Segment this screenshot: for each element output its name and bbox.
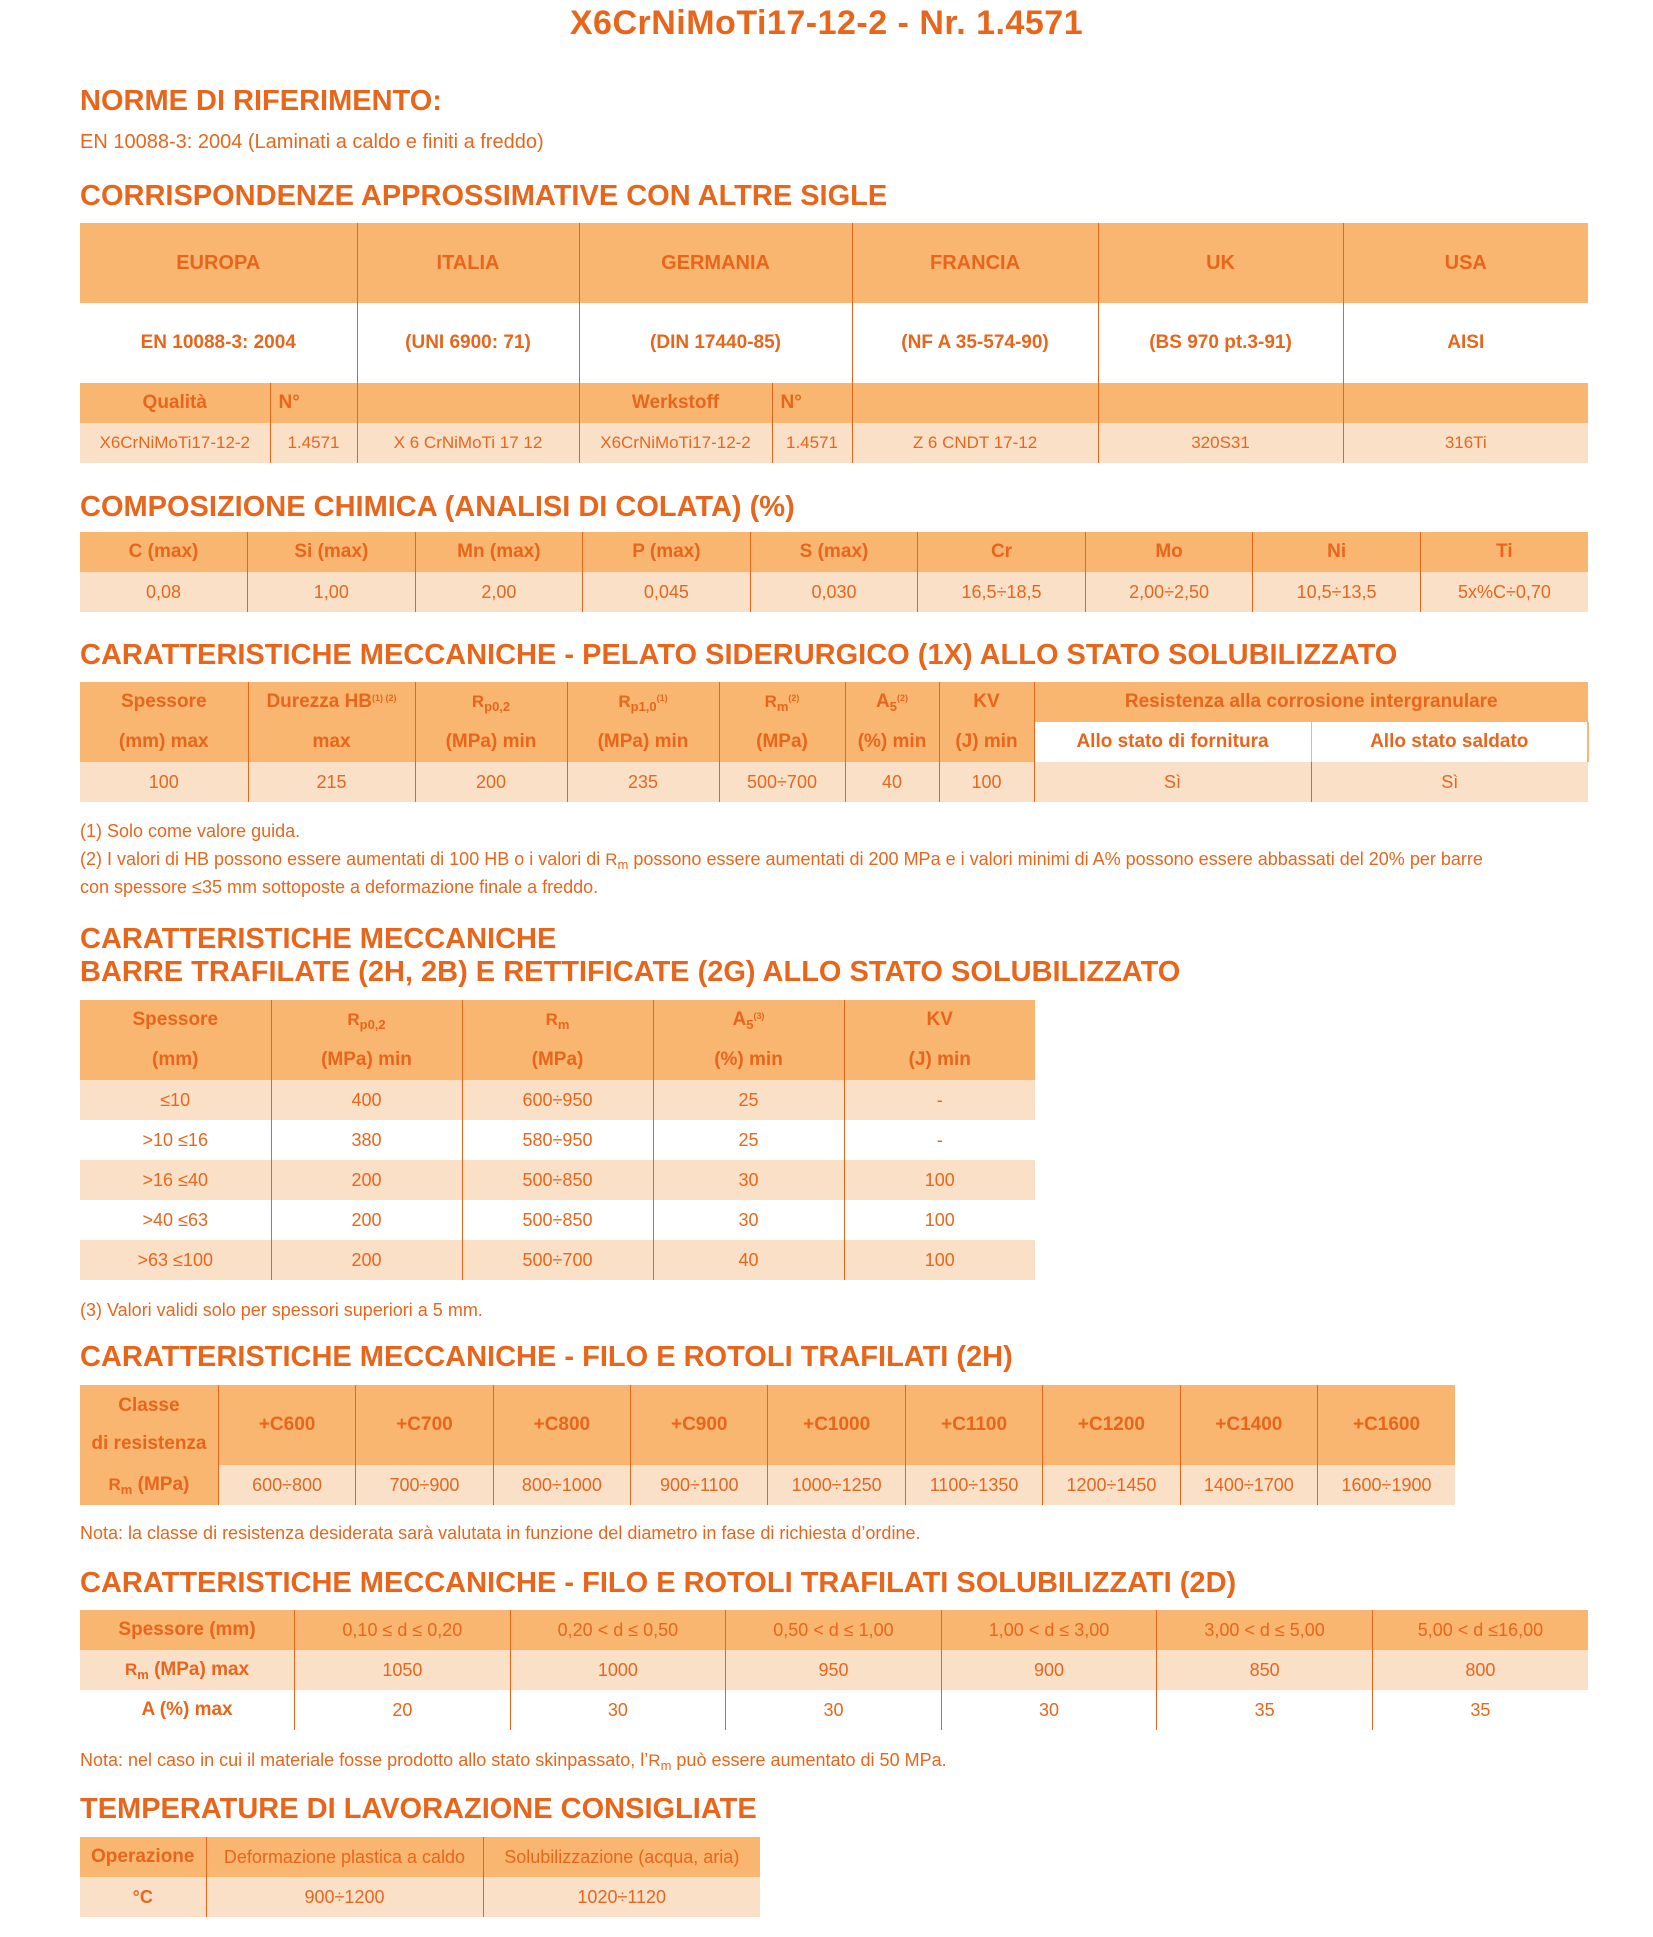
rm-value: 900 xyxy=(941,1650,1157,1690)
a5-header: $A_5^{(3)}$ xyxy=(653,1000,844,1040)
composizione-value-row xyxy=(80,572,1588,612)
cell: 100 xyxy=(844,1200,1035,1240)
spessore-header: Spessore xyxy=(80,682,248,722)
rm-value: 1100÷1350 xyxy=(905,1465,1042,1505)
element-value: 0,045 xyxy=(583,572,751,612)
sub-header-cell xyxy=(1098,383,1343,423)
rm-header: $R_m$ xyxy=(462,1000,653,1040)
rm-value: 700÷900 xyxy=(356,1465,493,1505)
durezza-unit: max xyxy=(248,722,415,762)
mecc1-value: Sì xyxy=(1034,762,1311,802)
rm-value: 800÷1000 xyxy=(493,1465,630,1505)
element-value: 0,08 xyxy=(80,572,248,612)
mecc1-value: 100 xyxy=(80,762,248,802)
unit-cell: °C xyxy=(80,1877,206,1917)
table-row xyxy=(80,1160,1035,1200)
rp02-header: $R_{p0,2}$ xyxy=(415,682,567,722)
class-cell: +C800 xyxy=(493,1385,630,1465)
rm-value: 1600÷1900 xyxy=(1318,1465,1455,1505)
element-value: 2,00 xyxy=(415,572,583,612)
mecc1-value: 215 xyxy=(248,762,415,802)
range-cell: 0,50 < d ≤ 1,00 xyxy=(726,1610,942,1650)
mecc4-a-row xyxy=(80,1690,1588,1730)
class-cell: +C1400 xyxy=(1180,1385,1317,1465)
value-cell: X6CrNiMoTi17-12-2 xyxy=(579,423,772,463)
classe-header: Classe di resistenza xyxy=(80,1385,218,1465)
kv-unit: (J) min xyxy=(844,1040,1035,1080)
mecc1-value: 235 xyxy=(567,762,719,802)
table-row xyxy=(80,1120,1035,1160)
mecc3-header-row xyxy=(80,1385,1455,1465)
mecc1-heading: CARATTERISTICHE MECCANICHE - PELATO SIDERURGICO (1X) ALLO STATO SOLUBILIZZATO xyxy=(80,639,1398,671)
rm-value: 850 xyxy=(1157,1650,1373,1690)
mecc2-heading1: CARATTERISTICHE MECCANICHE xyxy=(80,923,557,955)
cell: 580÷950 xyxy=(462,1120,653,1160)
temperature-value-row xyxy=(80,1877,760,1917)
sub-header-cell: Werkstoff xyxy=(579,383,772,423)
table-row xyxy=(80,1200,1035,1240)
rp02-unit: (MPa) min xyxy=(415,722,567,762)
mecc4-table xyxy=(80,1610,1588,1730)
cell: 25 xyxy=(653,1120,844,1160)
rp10-header: $R_{p1,0}^{(1)}$ xyxy=(567,682,719,722)
mecc1-note2-cont: con spessore ≤35 mm sottoposte a deformazione finale a freddo. xyxy=(80,877,599,897)
mecc1-note2: (2) I valori di HB possono essere aumentati di 100 HB o i valori di $R_m$ possono essere aumentati di 200 MPa e i valori minimi di A% possono essere abbassati del 20% per barre xyxy=(80,849,1483,872)
class-cell: +C1200 xyxy=(1043,1385,1180,1465)
mecc4-heading: CARATTERISTICHE MECCANICHE - FILO E ROTOLI TRAFILATI SOLUBILIZZATI (2D) xyxy=(80,1567,1237,1599)
sub-header-cell xyxy=(852,383,1098,423)
cell: 200 xyxy=(271,1240,462,1280)
cell: 30 xyxy=(653,1200,844,1240)
cell: 600÷950 xyxy=(462,1080,653,1120)
cell: 400 xyxy=(271,1080,462,1120)
rp02-header: $R_{p0,2}$ xyxy=(271,1000,462,1040)
countries-row xyxy=(80,223,1588,303)
cell: 40 xyxy=(653,1240,844,1280)
range-cell: 3,00 < d ≤ 5,00 xyxy=(1157,1610,1373,1650)
standard-cell: (DIN 17440-85) xyxy=(579,303,852,383)
element-value: 5x%C÷0,70 xyxy=(1420,572,1588,612)
rp02-unit: (MPa) min xyxy=(271,1040,462,1080)
rm-unit: (MPa) xyxy=(462,1040,653,1080)
cell: >10 ≤16 xyxy=(80,1120,271,1160)
element-header: Mo xyxy=(1085,532,1253,572)
a-value: 30 xyxy=(510,1690,726,1730)
rm-header: $R_m^{(2)}$ xyxy=(719,682,845,722)
rm-value: 1000 xyxy=(510,1650,726,1690)
solubilizzazione-header: Solubilizzazione (acqua, aria) xyxy=(483,1837,760,1877)
country-cell: ITALIA xyxy=(357,223,579,303)
mecc2-header-row2 xyxy=(80,1040,1035,1080)
deformazione-header: Deformazione plastica a caldo xyxy=(206,1837,483,1877)
mecc1-value: Sì xyxy=(1311,762,1588,802)
mecc4-rm-row xyxy=(80,1650,1588,1690)
rm-value: 1400÷1700 xyxy=(1180,1465,1317,1505)
cell: 25 xyxy=(653,1080,844,1120)
standard-cell: (UNI 6900: 71) xyxy=(357,303,579,383)
rm-label: $R_m$ (MPa) xyxy=(80,1465,218,1505)
element-value: 1,00 xyxy=(248,572,416,612)
standard-cell: (BS 970 pt.3-91) xyxy=(1098,303,1343,383)
mecc1-table xyxy=(80,682,1589,802)
mecc3-note: Nota: la classe di resistenza desiderata sarà valutata in funzione del diametro in fase di richiesta d’ordine. xyxy=(80,1523,921,1543)
mecc3-table xyxy=(80,1385,1455,1505)
cell: 100 xyxy=(844,1240,1035,1280)
element-value: 2,00÷2,50 xyxy=(1085,572,1253,612)
a-value: 35 xyxy=(1157,1690,1373,1730)
corrispondenze-heading: CORRISPONDENZE APPROSSIMATIVE CON ALTRE SIGLE xyxy=(80,180,888,212)
range-cell: 1,00 < d ≤ 3,00 xyxy=(941,1610,1157,1650)
sub-header-cell xyxy=(1343,383,1588,423)
rm-value: 1000÷1250 xyxy=(768,1465,905,1505)
a-value: 35 xyxy=(1372,1690,1588,1730)
kv-header: KV xyxy=(939,682,1034,722)
rm-value: 950 xyxy=(726,1650,942,1690)
cell: 200 xyxy=(271,1200,462,1240)
mecc3-value-row xyxy=(80,1465,1455,1505)
range-cell: 0,20 < d ≤ 0,50 xyxy=(510,1610,726,1650)
composizione-heading: COMPOSIZIONE CHIMICA (ANALISI DI COLATA) (%) xyxy=(80,491,795,523)
element-header: Si (max) xyxy=(248,532,416,572)
class-cell: +C700 xyxy=(356,1385,493,1465)
a5-header: $A_5^{(2)}$ xyxy=(845,682,939,722)
a5-unit: (%) min xyxy=(845,722,939,762)
spessore-label: Spessore (mm) xyxy=(80,1610,295,1650)
spessore-unit: (mm) xyxy=(80,1040,271,1080)
mecc2-header-row1 xyxy=(80,1000,1035,1040)
sub-header-cell: Qualità xyxy=(80,383,270,423)
page-title: X6CrNiMoTi17-12-2 - Nr. 1.4571 xyxy=(569,4,1084,42)
class-cell: +C1000 xyxy=(768,1385,905,1465)
value-cell: 1.4571 xyxy=(270,423,357,463)
a-value: 20 xyxy=(295,1690,511,1730)
cell: 380 xyxy=(271,1120,462,1160)
element-header: Ni xyxy=(1253,532,1421,572)
cell: 500÷700 xyxy=(462,1240,653,1280)
corrispondenze-table xyxy=(80,223,1588,463)
element-value: 16,5÷18,5 xyxy=(918,572,1086,612)
rm-value: 1050 xyxy=(295,1650,511,1690)
class-cell: +C600 xyxy=(218,1385,355,1465)
saldato-header: Allo stato saldato xyxy=(1311,722,1588,762)
temp-value: 1020÷1120 xyxy=(483,1877,760,1917)
norme-heading: NORME DI RIFERIMENTO: xyxy=(80,85,442,117)
cell: 200 xyxy=(271,1160,462,1200)
a5-unit: (%) min xyxy=(653,1040,844,1080)
mecc2-note: (3) Valori validi solo per spessori superiori a 5 mm. xyxy=(80,1300,483,1320)
table-row xyxy=(80,1080,1035,1120)
mecc4-note: Nota: nel caso in cui il materiale fosse prodotto allo stato skinpassato, $l’R_m$ può essere aumentato di 50 MPa. xyxy=(80,1750,947,1773)
class-cell: +C900 xyxy=(631,1385,768,1465)
mecc4-header-row xyxy=(80,1610,1588,1650)
fornitura-header: Allo stato di fornitura xyxy=(1034,722,1311,762)
element-value: 0,030 xyxy=(750,572,918,612)
value-cell: 316Ti xyxy=(1343,423,1588,463)
sub-header-cell: N° xyxy=(772,383,852,423)
cell: 500÷850 xyxy=(462,1160,653,1200)
temperature-heading: TEMPERATURE DI LAVORAZIONE CONSIGLIATE xyxy=(80,1793,757,1825)
values-row xyxy=(80,423,1588,463)
sub-header-cell: N° xyxy=(270,383,357,423)
value-cell: Z 6 CNDT 17-12 xyxy=(852,423,1098,463)
mecc1-value: 200 xyxy=(415,762,567,802)
standards-row xyxy=(80,303,1588,383)
country-cell: EUROPA xyxy=(80,223,357,303)
class-cell: +C1100 xyxy=(905,1385,1042,1465)
composizione-header-row xyxy=(80,532,1588,572)
cell: 500÷850 xyxy=(462,1200,653,1240)
rm-unit: (MPa) xyxy=(719,722,845,762)
table-row xyxy=(80,1240,1035,1280)
country-cell: FRANCIA xyxy=(852,223,1098,303)
value-cell: X6CrNiMoTi17-12-2 xyxy=(80,423,270,463)
value-cell: 1.4571 xyxy=(772,423,852,463)
standard-cell: (NF A 35-574-90) xyxy=(852,303,1098,383)
cell: 30 xyxy=(653,1160,844,1200)
spessore-unit: (mm) max xyxy=(80,722,248,762)
mecc1-note1: (1) Solo come valore guida. xyxy=(80,821,301,841)
cell: >40 ≤63 xyxy=(80,1200,271,1240)
a-label: A (%) max xyxy=(80,1690,295,1730)
cell: >16 ≤40 xyxy=(80,1160,271,1200)
element-header: Ti xyxy=(1420,532,1588,572)
kv-header: KV xyxy=(844,1000,1035,1040)
value-cell: 320S31 xyxy=(1098,423,1343,463)
subheaders-row xyxy=(80,383,1588,423)
cell: ≤10 xyxy=(80,1080,271,1120)
rm-value: 1200÷1450 xyxy=(1043,1465,1180,1505)
temperature-table xyxy=(80,1837,760,1917)
rm-label: $R_m$ (MPa) max xyxy=(80,1650,295,1690)
mecc2-table xyxy=(80,1000,1035,1280)
sub-header-cell xyxy=(357,383,579,423)
spessore-header: Spessore xyxy=(80,1000,271,1040)
country-cell: UK xyxy=(1098,223,1343,303)
durezza-header: Durezza $HB^{(1) (2)}$ xyxy=(248,682,415,722)
standard-cell: AISI xyxy=(1343,303,1588,383)
standard-cell: EN 10088-3: 2004 xyxy=(80,303,357,383)
rp10-unit: (MPa) min xyxy=(567,722,719,762)
mecc1-value: 500÷700 xyxy=(719,762,845,802)
operazione-header: Operazione xyxy=(80,1837,206,1877)
element-header: C (max) xyxy=(80,532,248,572)
range-cell: 5,00 < d ≤16,00 xyxy=(1372,1610,1588,1650)
temp-value: 900÷1200 xyxy=(206,1877,483,1917)
rm-value: 600÷800 xyxy=(218,1465,355,1505)
mecc2-heading2: BARRE TRAFILATE (2H, 2B) E RETTIFICATE (2G) ALLO STATO SOLUBILIZZATO xyxy=(80,956,1181,988)
kv-unit: (J) min xyxy=(939,722,1034,762)
element-header: S (max) xyxy=(750,532,918,572)
value-cell: X 6 CrNiMoTi 17 12 xyxy=(357,423,579,463)
class-cell: +C1600 xyxy=(1318,1385,1455,1465)
element-header: P (max) xyxy=(583,532,751,572)
temperature-header-row xyxy=(80,1837,760,1877)
rm-value: 900÷1100 xyxy=(631,1465,768,1505)
a-value: 30 xyxy=(726,1690,942,1730)
element-header: Mn (max) xyxy=(415,532,583,572)
mecc1-value: 40 xyxy=(845,762,939,802)
range-cell: 0,10 ≤ d ≤ 0,20 xyxy=(295,1610,511,1650)
cell: 100 xyxy=(844,1160,1035,1200)
element-header: Cr xyxy=(918,532,1086,572)
cell: - xyxy=(844,1080,1035,1120)
element-value: 10,5÷13,5 xyxy=(1253,572,1421,612)
mecc1-value: 100 xyxy=(939,762,1034,802)
mecc1-header-row1 xyxy=(80,682,1588,722)
a-value: 30 xyxy=(941,1690,1157,1730)
country-cell: USA xyxy=(1343,223,1588,303)
mecc3-heading: CARATTERISTICHE MECCANICHE - FILO E ROTOLI TRAFILATI (2H) xyxy=(80,1341,1013,1373)
mecc1-header-row2 xyxy=(80,722,1588,762)
cell: - xyxy=(844,1120,1035,1160)
composizione-table xyxy=(80,532,1588,612)
mecc1-value-row xyxy=(80,762,1588,802)
corrosione-header: Resistenza alla corrosione intergranulare xyxy=(1034,682,1588,722)
rm-value: 800 xyxy=(1372,1650,1588,1690)
norme-text: EN 10088-3: 2004 (Laminati a caldo e finiti a freddo) xyxy=(80,131,544,153)
country-cell: GERMANIA xyxy=(579,223,852,303)
cell: >63 ≤100 xyxy=(80,1240,271,1280)
